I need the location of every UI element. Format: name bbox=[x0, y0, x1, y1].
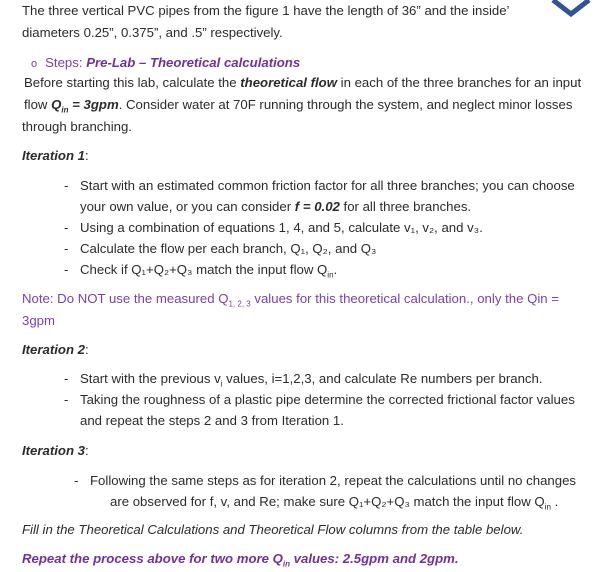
iter3-bullet-1a: Following the same steps as for iteration 2, repeat the calculations until no changes bbox=[90, 473, 577, 488]
iter1-bullet-4: Check if Q₁+Q₂+Q₃ match the input flow $Q_{in}$. bbox=[80, 262, 338, 280]
corner-badge-icon bbox=[541, 0, 601, 22]
iter2-bullet-1: Start with the previous $v_i$ values, i=1,2,3, and calculate Re numbers per branch. bbox=[80, 371, 543, 389]
iter3-bullet-1b: are observed for f, v, and Re; make sure Q₁+Q₂+Q₃ match the input flow $Q_{in}$ . bbox=[110, 494, 559, 512]
dash-bullet-icon: - bbox=[64, 220, 69, 235]
dash-bullet-icon: - bbox=[74, 473, 79, 488]
dash-bullet-icon: - bbox=[64, 241, 69, 256]
iteration-3-heading: Iteration 3: bbox=[22, 443, 89, 458]
iter1-bullet-1b: your own value, or you can consider f = 0.02 for all three branches. bbox=[80, 199, 472, 214]
dash-bullet-icon: - bbox=[64, 178, 69, 193]
steps-title: Pre-Lab – Theoretical calculations bbox=[86, 55, 301, 70]
repeat-instruction: Repeat the process above for two more $Q_{in}$ values: 2.5gpm and 2gpm. bbox=[22, 551, 459, 569]
iter2-bullet-2a: Taking the roughness of a plastic pipe determine the corrected frictional factor values bbox=[80, 392, 575, 407]
para-line-2: flow $Q_{in} = 3gpm$. Consider water at 70F running through the system, and neglect minor losses bbox=[24, 97, 573, 115]
note-line-2: 3gpm bbox=[22, 313, 55, 328]
dash-bullet-icon: - bbox=[64, 392, 69, 407]
iter1-bullet-2: Using a combination of equations 1, 4, and 5, calculate v₁, v₂, and v₃. bbox=[80, 220, 483, 235]
intro-line-2: diameters 0.25”, 0.375”, and .5” respectively. bbox=[22, 25, 283, 40]
steps-heading: o Steps: Pre-Lab – Theoretical calculations bbox=[31, 55, 301, 70]
iter2-bullet-2b: and repeat the steps 2 and 3 from Iteration 1. bbox=[80, 413, 344, 428]
dash-bullet-icon: - bbox=[64, 371, 69, 386]
note-line-1: Note: Do NOT use the measured $Q_{1, 2, 3}$ values for this theoretical calculation., only the Qin = bbox=[22, 291, 559, 309]
iter1-bullet-1a: Start with an estimated common friction factor for all three branches; you can choose bbox=[80, 178, 575, 193]
iteration-1-heading: Iteration 1: bbox=[22, 148, 89, 163]
circle-bullet-icon: o bbox=[31, 58, 38, 70]
fill-instruction: Fill in the Theoretical Calculations and Theoretical Flow columns from the table below. bbox=[22, 522, 524, 537]
iter1-bullet-3: Calculate the flow per each branch, Q₁, Q₂, and Q₃ bbox=[80, 241, 377, 256]
intro-line-1: The three vertical PVC pipes from the figure 1 have the length of 36” and the inside’ bbox=[22, 3, 510, 18]
para-line-3: through branching. bbox=[22, 119, 132, 134]
iteration-2-heading: Iteration 2: bbox=[22, 342, 89, 357]
para-line-1: Before starting this lab, calculate the theoretical flow in each of the three branches for an input bbox=[24, 75, 582, 90]
dash-bullet-icon: - bbox=[64, 262, 69, 277]
